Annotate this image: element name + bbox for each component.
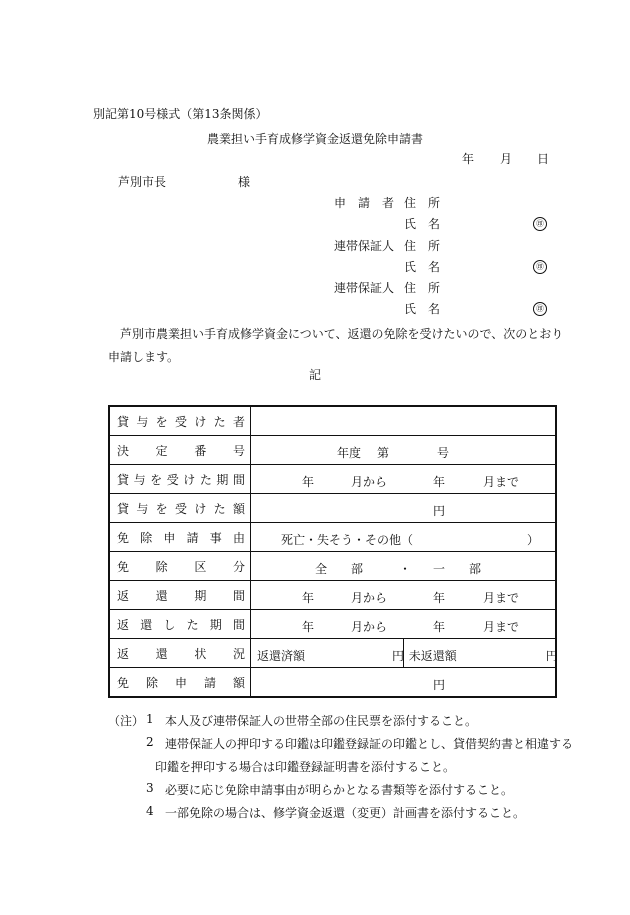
label-char: 期 [216,472,229,487]
category-all: 全 部 [315,562,364,576]
applicant-address-label: 住 所 [404,196,441,210]
label-char: 免 [117,675,130,690]
yen-label: 円 [433,678,446,692]
row-label [109,494,251,523]
label-char: 受 [174,501,187,516]
label-char: 期 [209,617,222,632]
table-row [109,552,556,581]
guarantor-2-name-label: 氏 名 [404,302,441,316]
label-char: け [194,501,207,516]
note-text: 必要に応じ免除申請事由が明らかとなる書類等を添付すること。 [165,783,514,797]
note-text: 連帯保証人の押印する印鑑は印鑑登録証の印鑑とし、貸借契約書と相違する [165,737,574,751]
year-label: 年 [433,475,446,489]
label-char: 貸 [117,501,130,516]
note-text: 印鑑を押印する場合は印鑑登録証明書を添付すること。 [155,760,456,774]
notes-mark: （注） [108,714,145,728]
exemption-reason-value [251,523,557,552]
applicant-name-label: 氏 名 [404,217,441,231]
row-label [109,581,251,610]
row-label [109,523,251,552]
note-number: 1 [146,712,154,726]
label-char: 受 [174,414,187,429]
label-char: け [183,472,196,487]
label-char: 除 [140,530,153,545]
notes-section [108,712,578,827]
note-item [108,781,578,804]
unpaid-amount-cell [403,639,556,668]
note-item-continuation [108,758,578,781]
label-char: 還 [140,617,153,632]
borrower-value [251,406,557,436]
label-char: 請 [186,530,199,545]
seal-mark: ㊞ [533,260,547,274]
year-label: 年 [302,475,315,489]
label-char: 貸 [117,472,130,487]
date-day: 日 [537,152,550,166]
note-number: 3 [146,781,154,795]
repaid-amount-cell [251,639,404,668]
note-item [108,712,578,735]
guarantor-1-address-label: 住 所 [404,239,441,253]
exemption-amount-value [251,668,557,698]
loan-period-value [251,465,557,494]
label-char: た [213,501,226,516]
label-char: 況 [232,646,245,661]
from-label: 月から [351,591,388,605]
year-label: 年 [433,620,446,634]
note-item [108,735,578,758]
label-char: 還 [155,588,168,603]
note-text: 本人及び連帯保証人の世帯全部の住民票を添付すること。 [165,714,478,728]
from-label: 月から [351,475,388,489]
until-label: 月まで [483,620,520,634]
note-number: 2 [146,735,154,749]
label-char: 免 [117,530,130,545]
label-char: 除 [145,675,158,690]
table-row [109,465,556,494]
repaid-amount-label: 返還済額 [257,649,306,663]
label-char: 返 [117,588,130,603]
note-text: 一部免除の場合は、修学資金返還（変更）計画書を添付すること。 [165,806,526,820]
label-char: 申 [174,675,187,690]
row-label [109,639,251,668]
repayment-period-value [251,581,557,610]
label-char: 間 [232,588,245,603]
note-item [108,804,578,827]
label-char: 除 [155,559,168,574]
label-char: 額 [232,501,245,516]
reason-close-paren: ） [527,533,540,547]
year-label: 年 [302,620,315,634]
table-row [109,668,556,698]
year-label: 年 [433,591,446,605]
table-row [109,406,556,436]
yen-label: 円 [545,649,558,663]
addressee: 芦別市長 [118,175,167,189]
category-separator: ・ [399,562,412,576]
label-char: 額 [232,675,245,690]
yen-label: 円 [392,649,405,663]
label-char: 番 [194,443,207,458]
label-char: た [199,472,212,487]
date-month: 月 [500,152,513,166]
yen-label: 円 [433,504,446,518]
decision-number-value [251,436,557,465]
guarantor-1-name-label: 氏 名 [404,260,441,274]
year-label: 年 [302,591,315,605]
until-label: 月まで [483,591,520,605]
reason-options: 死亡・失そう・その他（ [281,533,414,547]
label-char: 事 [209,530,222,545]
repaid-period-value [251,610,557,639]
loan-amount-value [251,494,557,523]
unpaid-amount-label: 未返還額 [408,649,457,663]
guarantor-2-role: 連帯保証人 [334,281,395,295]
row-label [109,610,251,639]
label-char: し [163,617,176,632]
label-char: 与 [136,414,149,429]
table-row [109,639,556,668]
record-table [108,405,557,698]
row-label [109,668,251,698]
label-char: 区 [194,559,207,574]
fiscal-year-label: 年度 [337,446,362,460]
label-char: 由 [232,530,245,545]
label-char: 者 [232,414,245,429]
label-char: 分 [232,559,245,574]
label-char: 還 [155,646,168,661]
label-char: 貸 [117,414,130,429]
guarantor-1-role: 連帯保証人 [334,239,395,253]
until-label: 月まで [483,475,520,489]
row-label [109,552,251,581]
body-paragraph: 芦別市農業担い手育成修学資金について、返還の免除を受けたいので、次のとおり申請します。 [108,327,564,364]
seal-mark: ㊞ [533,302,547,316]
label-char: 請 [203,675,216,690]
document-title: 農業担い手育成修学資金返還免除申請書 [206,132,423,146]
label-char: 定 [155,443,168,458]
go-label: 号 [437,446,450,460]
seal-mark: ㊞ [533,217,547,231]
label-char: を [150,472,163,487]
label-char: 申 [163,530,176,545]
label-char: 決 [117,443,130,458]
label-char: 間 [232,472,245,487]
row-label [109,406,251,436]
category-part: 一 部 [433,562,482,576]
label-char: た [213,414,226,429]
label-char: 受 [166,472,179,487]
table-row [109,436,556,465]
table-row [109,610,556,639]
note-number: 4 [146,804,154,818]
table-row [109,494,556,523]
label-char: を [155,501,168,516]
row-label [109,465,251,494]
date-year: 年 [462,152,475,166]
label-char: 返 [117,617,130,632]
ki-heading: 記 [308,368,321,382]
guarantor-2-address-label: 住 所 [404,281,441,295]
label-char: け [194,414,207,429]
applicant-role: 申 請 者 [334,196,395,210]
from-label: 月から [351,620,388,634]
label-char: 返 [117,646,130,661]
honorific: 様 [238,175,251,189]
row-label [109,436,251,465]
table-row [109,523,556,552]
dai-label: 第 [377,446,390,460]
label-char: た [186,617,199,632]
label-char: 免 [117,559,130,574]
table-row [109,581,556,610]
label-char: 状 [194,646,207,661]
label-char: を [155,414,168,429]
form-number-label: 別記第10号様式（第13条関係） [93,107,268,121]
label-char: 与 [136,501,149,516]
label-char: 与 [133,472,146,487]
label-char: 号 [232,443,245,458]
label-char: 間 [232,617,245,632]
exemption-category-value [251,552,557,581]
label-char: 期 [194,588,207,603]
